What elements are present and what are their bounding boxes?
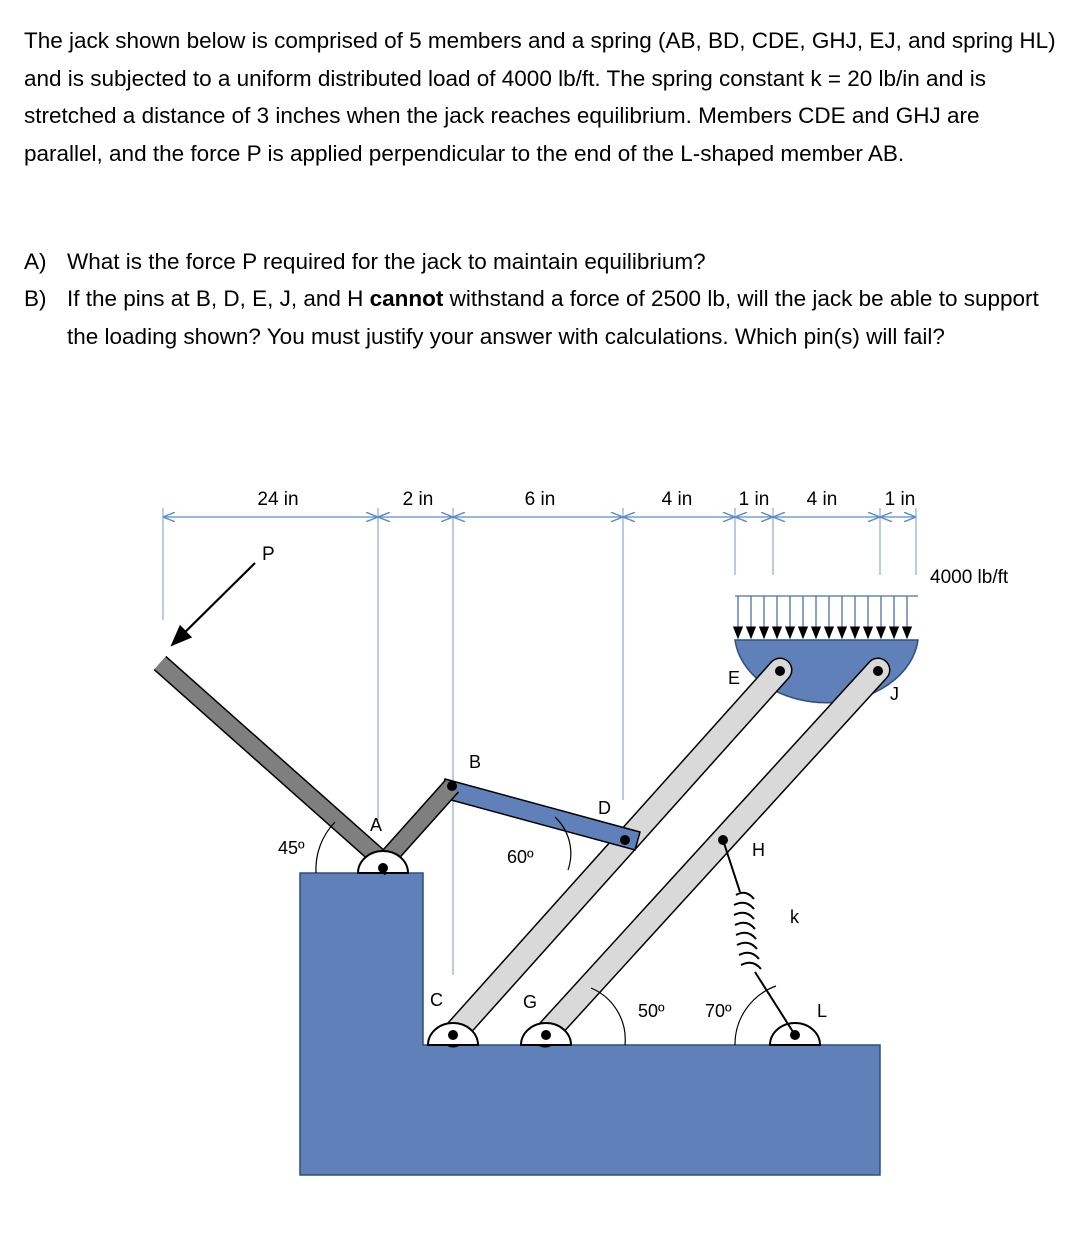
label-k: k bbox=[790, 907, 799, 927]
dim-label-7: 1 in bbox=[884, 489, 916, 510]
pin-j bbox=[873, 666, 883, 676]
member-cde bbox=[453, 670, 780, 1035]
member-ab bbox=[160, 663, 452, 862]
problem-statement: The jack shown below is comprised of 5 members and a spring (AB, BD, CDE, GHJ, EJ, and spring HL) and is subjected to a uniform distributed load of 4000 lb/ft. The spring constant k = 20 lb/in and is stretched a distance of 3 inches when the jack reaches equilibrium. Members CDE and GHJ are parallel, and the force P is applied perpendicular to the end of the L-shaped member AB. bbox=[24, 28, 1056, 166]
dim-label-5: 1 in bbox=[738, 489, 770, 510]
member-ghj bbox=[545, 670, 878, 1035]
dim-label-6: 4 in bbox=[806, 489, 838, 510]
question-b-emphasis: cannot bbox=[369, 286, 444, 311]
label-j: J bbox=[890, 684, 899, 704]
label-e: E bbox=[728, 668, 741, 688]
dim-label-4: 4 in bbox=[661, 489, 693, 510]
angle-50: 50º bbox=[638, 1001, 665, 1021]
dim-label-1: 24 in bbox=[257, 489, 299, 510]
question-a-text: What is the force P required for the jack to maintain equilibrium? bbox=[67, 249, 706, 274]
angle-60: 60º bbox=[507, 847, 534, 867]
label-a: A bbox=[370, 815, 383, 835]
dim-label-3: 6 in bbox=[524, 489, 556, 510]
distributed-load bbox=[735, 596, 918, 638]
label-h: H bbox=[752, 840, 765, 860]
question-a-label: A) bbox=[24, 249, 47, 274]
label-d: D bbox=[598, 798, 611, 818]
spring-hl bbox=[723, 840, 795, 1035]
label-c: C bbox=[430, 990, 443, 1010]
label-l: L bbox=[817, 1001, 828, 1021]
load-label: 4000 lb/ft bbox=[930, 567, 1009, 588]
force-p-arrow bbox=[172, 563, 255, 645]
force-p-label: P bbox=[262, 544, 275, 565]
dim-label-2: 2 in bbox=[402, 489, 434, 510]
question-b-text: If the pins at B, D, E, J, and H cannot withstand a force of 2500 lb, will the jack be able to support the loading shown? You must justify your answer with calculations. Which pin(s) will fail? bbox=[67, 286, 1039, 349]
pin-h bbox=[718, 835, 728, 845]
pin-d bbox=[620, 835, 630, 845]
pin-b bbox=[447, 781, 457, 791]
pin-e bbox=[775, 666, 785, 676]
label-g: G bbox=[523, 992, 538, 1012]
label-b: B bbox=[469, 752, 482, 772]
angle-45: 45º bbox=[278, 838, 305, 858]
question-b-label: B) bbox=[24, 286, 47, 311]
angle-70: 70º bbox=[705, 1001, 732, 1021]
